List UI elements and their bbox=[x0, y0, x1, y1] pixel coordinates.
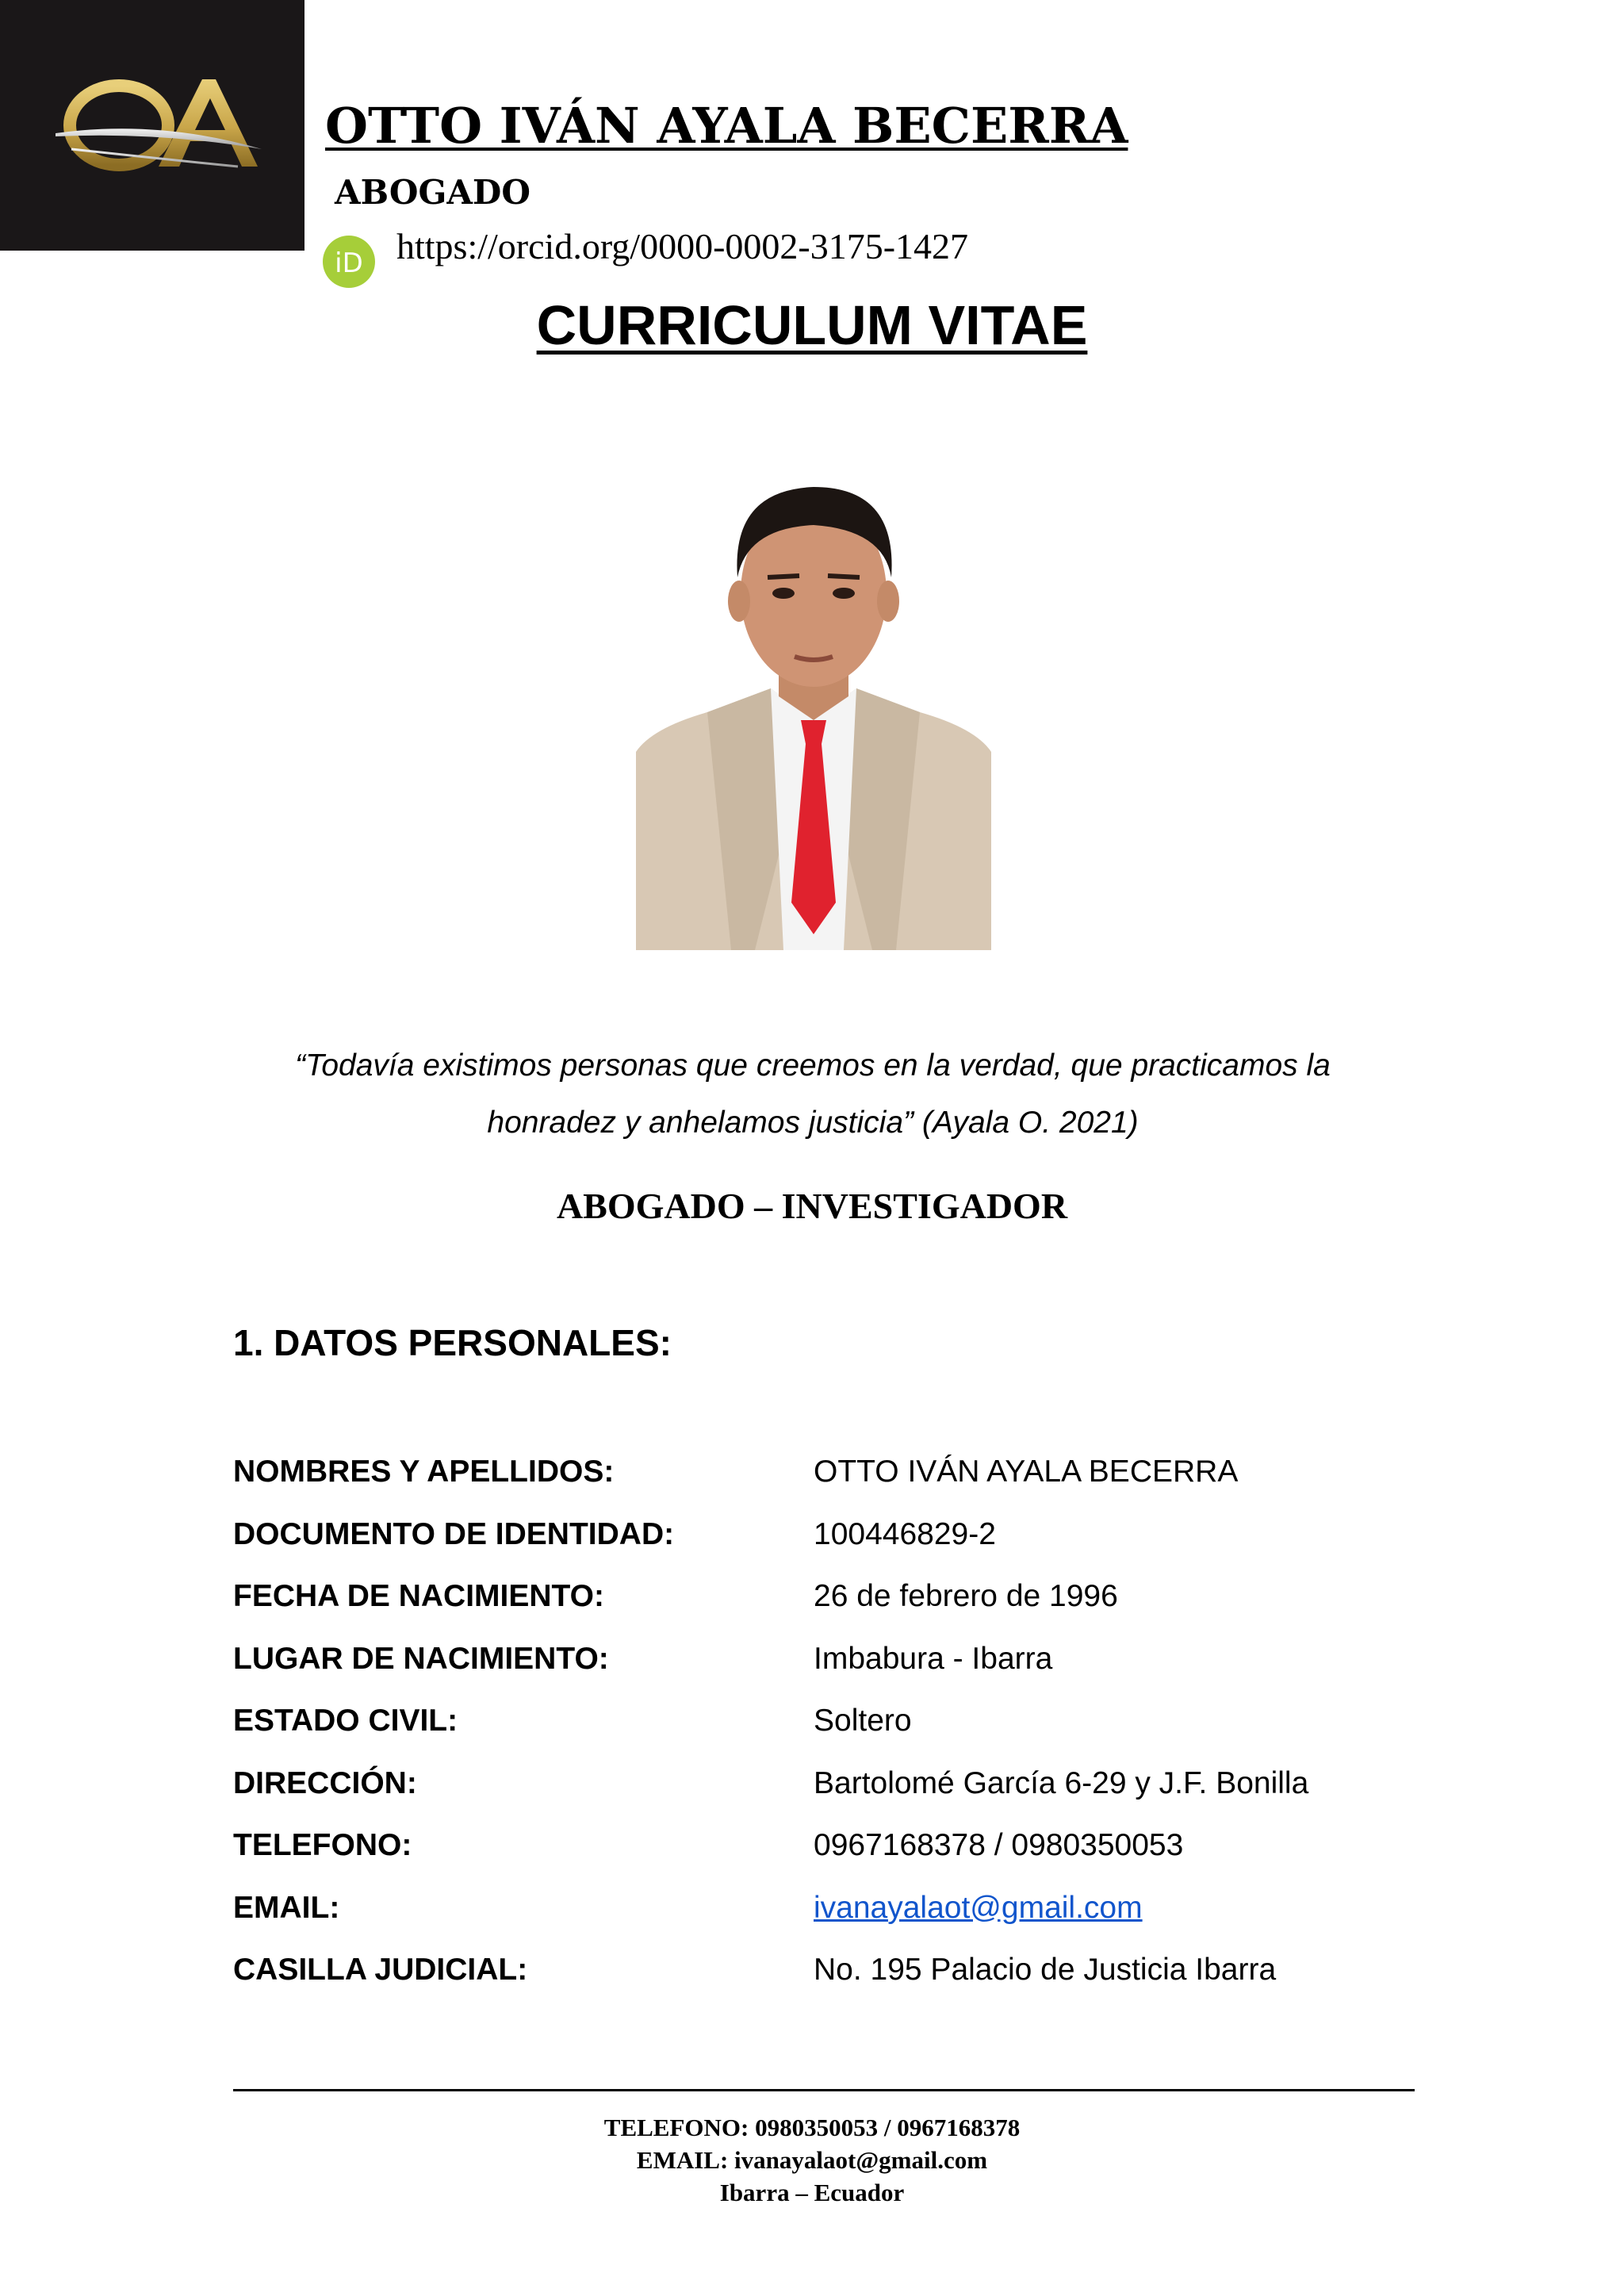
info-label: TELEFONO: bbox=[233, 1828, 412, 1862]
info-label: DOCUMENTO DE IDENTIDAD: bbox=[233, 1516, 675, 1551]
info-value: Bartolomé García 6-29 y J.F. Bonilla bbox=[814, 1765, 1309, 1800]
orcid-icon bbox=[322, 235, 376, 289]
info-label: ESTADO CIVIL: bbox=[233, 1704, 458, 1738]
role-heading: ABOGADO – INVESTIGADOR bbox=[556, 1186, 1068, 1226]
footer-location: Ibarra – Ecuador bbox=[719, 2179, 905, 2206]
header-name: OTTO IVÁN AYALA BECERRA bbox=[325, 97, 1128, 155]
info-label: LUGAR DE NACIMIENTO: bbox=[233, 1641, 609, 1676]
email-link[interactable]: ivanayalaot@gmail.com bbox=[814, 1890, 1143, 1925]
profile-photo bbox=[636, 458, 991, 950]
info-value: 26 de febrero de 1996 bbox=[814, 1579, 1118, 1613]
footer-divider bbox=[233, 2089, 1415, 2091]
info-label: CASILLA JUDICIAL: bbox=[233, 1953, 528, 1987]
footer bbox=[0, 2111, 1624, 2209]
footer-email: EMAIL: ivanayalaot@gmail.com bbox=[636, 2146, 988, 2174]
orcid-link[interactable]: https://orcid.org/0000-0002-3175-1427 bbox=[396, 226, 969, 266]
info-label: NOMBRES Y APELLIDOS: bbox=[233, 1455, 615, 1489]
info-value: 0967168378 / 0980350053 bbox=[814, 1828, 1184, 1862]
section-title-datos-personales: 1. DATOS PERSONALES: bbox=[233, 1322, 672, 1363]
header-profession: ABOGADO bbox=[335, 173, 530, 212]
quote-line-2: honradez y anhelamos justicia” (Ayala O. 2021) bbox=[487, 1106, 1139, 1140]
info-value: Soltero bbox=[814, 1704, 912, 1738]
oa-monogram-logo bbox=[0, 0, 304, 251]
quote bbox=[230, 1037, 1396, 1152]
logo bbox=[0, 0, 304, 251]
footer-phone: TELEFONO: 0980350053 / 0967168378 bbox=[603, 2114, 1021, 2141]
info-value: No. 195 Palacio de Justicia Ibarra bbox=[814, 1953, 1277, 1987]
page-title: CURRICULUM VITAE bbox=[536, 294, 1088, 356]
info-label: FECHA DE NACIMIENTO: bbox=[233, 1579, 604, 1613]
info-value: OTTO IVÁN AYALA BECERRA bbox=[814, 1455, 1239, 1489]
info-value: Imbabura - Ibarra bbox=[814, 1641, 1053, 1676]
info-value: 100446829-2 bbox=[814, 1516, 996, 1551]
info-label: DIRECCIÓN: bbox=[233, 1765, 417, 1800]
quote-line-1: “Todavía existimos personas que creemos en la verdad, que practicamos la bbox=[295, 1048, 1331, 1083]
info-label: EMAIL: bbox=[233, 1890, 340, 1925]
svg-text:iD: iD bbox=[335, 247, 363, 279]
